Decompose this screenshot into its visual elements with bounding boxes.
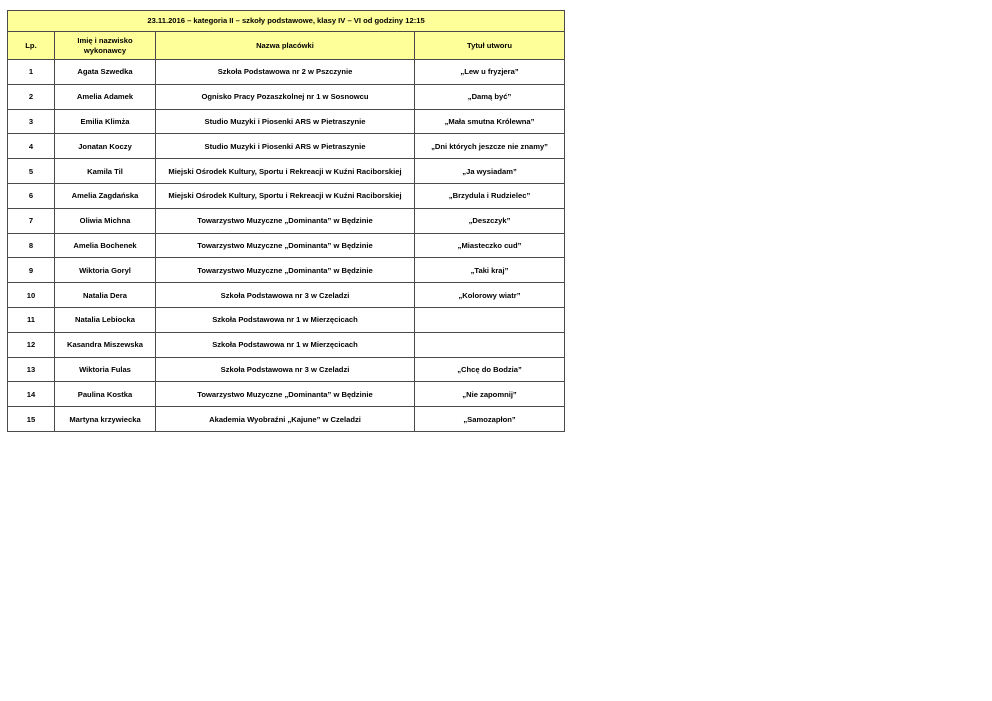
cell-institution: Szkoła Podstawowa nr 1 w Mierzęcicach [156,307,415,332]
cell-institution: Szkoła Podstawowa nr 3 w Czeladzi [156,357,415,382]
table-row [8,307,565,332]
cell-lp: 12 [8,332,55,357]
table-row [8,109,565,134]
cell-lp: 7 [8,208,55,233]
cell-performer-name: Amelia Bochenek [55,233,156,258]
cell-performer-name: Martyna krzywiecka [55,407,156,432]
cell-institution: Szkoła Podstawowa nr 3 w Czeladzi [156,283,415,308]
cell-institution: Miejski Ośrodek Kultury, Sportu i Rekreacji w Kuźni Raciborskiej [156,183,415,208]
cell-piece-title: „Ja wysiadam” [415,159,565,184]
cell-lp: 4 [8,134,55,159]
cell-performer-name: Kamila Til [55,159,156,184]
cell-institution: Towarzystwo Muzyczne „Dominanta” w Będzinie [156,258,415,283]
header-institution: Nazwa placówki [156,32,415,60]
cell-institution: Towarzystwo Muzyczne „Dominanta” w Będzinie [156,382,415,407]
cell-institution: Szkoła Podstawowa nr 1 w Mierzęcicach [156,332,415,357]
header-performer-name: Imię i nazwisko wykonawcy [55,32,156,60]
cell-piece-title: „Taki kraj” [415,258,565,283]
cell-lp: 15 [8,407,55,432]
cell-lp: 5 [8,159,55,184]
cell-lp: 3 [8,109,55,134]
table-row [8,159,565,184]
cell-institution: Akademia Wyobraźni „Kajune” w Czeladzi [156,407,415,432]
cell-institution: Towarzystwo Muzyczne „Dominanta” w Będzinie [156,208,415,233]
cell-performer-name: Wiktoria Fulas [55,357,156,382]
cell-piece-title: „Mała smutna Królewna” [415,109,565,134]
cell-lp: 11 [8,307,55,332]
cell-piece-title: „Kolorowy wiatr” [415,283,565,308]
cell-piece-title: „Chcę do Bodzia” [415,357,565,382]
cell-performer-name: Amelia Adamek [55,84,156,109]
cell-lp: 9 [8,258,55,283]
cell-performer-name: Amelia Zagdańska [55,183,156,208]
table-row [8,258,565,283]
cell-institution: Studio Muzyki i Piosenki ARS w Pietraszynie [156,109,415,134]
cell-piece-title: „Samozapłon” [415,407,565,432]
table-row [8,283,565,308]
cell-piece-title: „Lew u fryzjera” [415,60,565,85]
table-row [8,60,565,85]
table-row [8,332,565,357]
table-row [8,357,565,382]
cell-performer-name: Wiktoria Goryl [55,258,156,283]
cell-lp: 8 [8,233,55,258]
cell-lp: 13 [8,357,55,382]
cell-lp: 6 [8,183,55,208]
cell-institution: Miejski Ośrodek Kultury, Sportu i Rekreacji w Kuźni Raciborskiej [156,159,415,184]
cell-institution: Szkoła Podstawowa nr 2 w Pszczynie [156,60,415,85]
cell-institution: Ognisko Pracy Pozaszkolnej nr 1 w Sosnowcu [156,84,415,109]
table-header-row [8,32,565,60]
table-title: 23.11.2016 – kategoria II – szkoły podstawowe, klasy IV – VI od godziny 12:15 [8,11,565,32]
cell-piece-title [415,307,565,332]
table-title-row [8,11,565,32]
performers-table [7,10,565,432]
table-row [8,382,565,407]
table-row [8,208,565,233]
table-row [8,407,565,432]
cell-piece-title: „Miasteczko cud” [415,233,565,258]
table-row [8,233,565,258]
cell-performer-name: Agata Szwedka [55,60,156,85]
cell-institution: Towarzystwo Muzyczne „Dominanta” w Będzinie [156,233,415,258]
cell-piece-title: „Nie zapomnij” [415,382,565,407]
cell-lp: 14 [8,382,55,407]
cell-piece-title [415,332,565,357]
cell-piece-title: „Dni których jeszcze nie znamy” [415,134,565,159]
table-row [8,134,565,159]
cell-lp: 10 [8,283,55,308]
cell-performer-name: Oliwia Michna [55,208,156,233]
cell-performer-name: Kasandra Miszewska [55,332,156,357]
cell-performer-name: Natalia Lebiocka [55,307,156,332]
cell-performer-name: Natalia Dera [55,283,156,308]
header-piece-title: Tytuł utworu [415,32,565,60]
cell-lp: 1 [8,60,55,85]
table-row [8,183,565,208]
cell-performer-name: Jonatan Koczy [55,134,156,159]
cell-piece-title: „Deszczyk” [415,208,565,233]
cell-institution: Studio Muzyki i Piosenki ARS w Pietraszynie [156,134,415,159]
cell-piece-title: „Brzydula i Rudzielec” [415,183,565,208]
cell-performer-name: Emilia Klimża [55,109,156,134]
header-lp: Lp. [8,32,55,60]
cell-lp: 2 [8,84,55,109]
table-row [8,84,565,109]
cell-piece-title: „Damą być” [415,84,565,109]
cell-performer-name: Paulina Kostka [55,382,156,407]
